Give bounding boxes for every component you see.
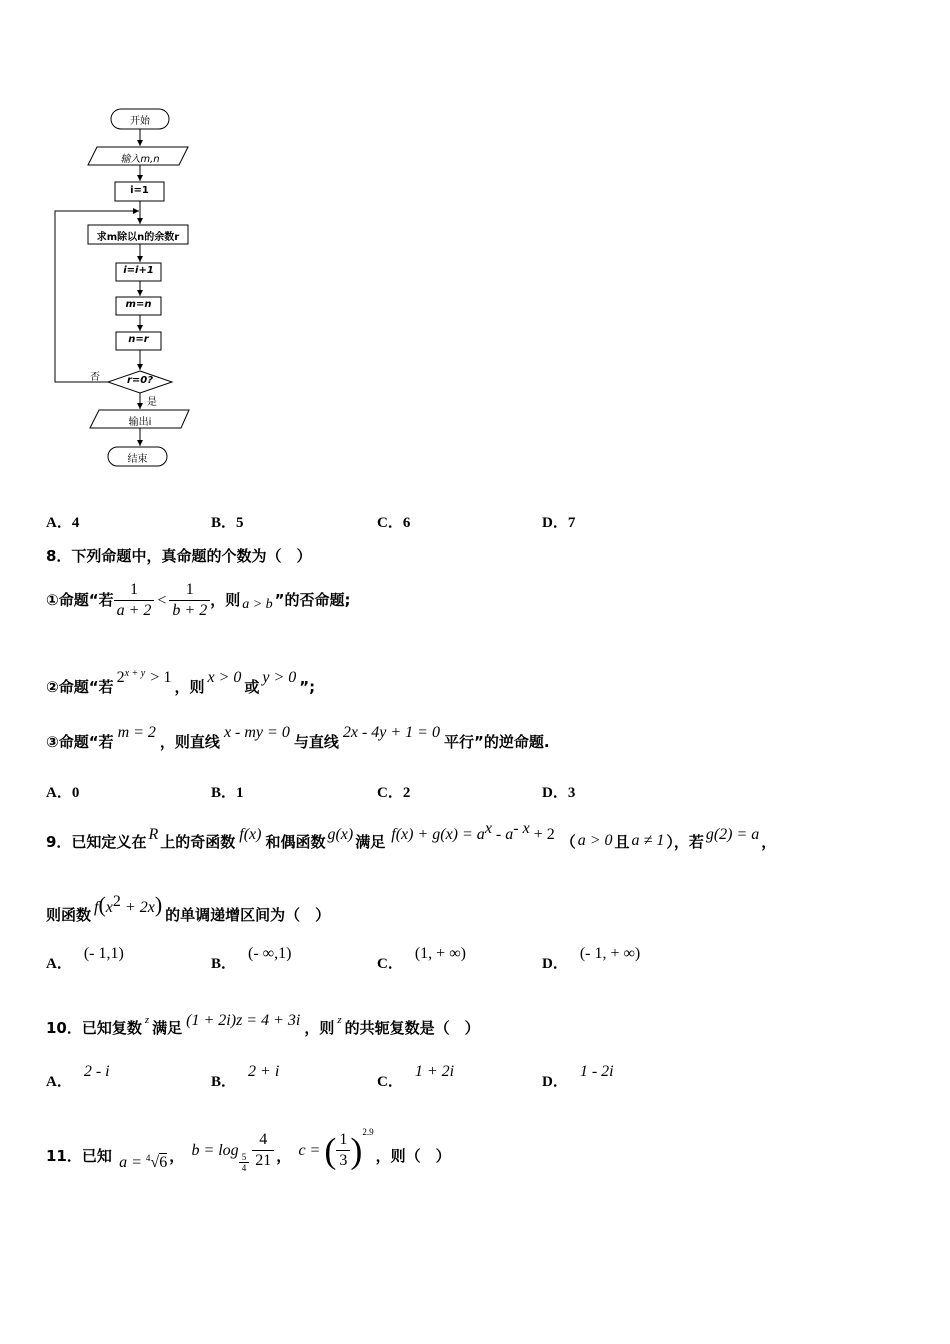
q7-option-c: C．6 [377, 515, 411, 531]
q11-stem [46, 1124, 451, 1180]
q8-option-a: A．0 [46, 785, 80, 801]
q9-R: R [148, 826, 159, 843]
q8-p2-exp: x + y [124, 668, 146, 679]
end-label: 结束 [127, 454, 148, 465]
flowchart [0, 0, 950, 480]
q8-p3-mid: ，则直线 [159, 733, 220, 751]
q11-c-expr [298, 1127, 374, 1171]
q8-p1-frac1 [114, 580, 155, 621]
q9-eq [391, 820, 555, 843]
q9-line2-a: 则函数 [46, 906, 92, 924]
increment-label: i=i+1 [123, 265, 154, 276]
assign-n-label: n=r [128, 334, 149, 345]
q9-fx: f(x) [239, 826, 262, 843]
q9-fn-arg: x [105, 899, 113, 916]
q9-option-d-label: D． [542, 956, 568, 972]
q10-option-a-value: 2 - i [83, 1063, 110, 1080]
q9-option-b-label: B． [211, 956, 237, 972]
q11-a-label: a = [119, 1154, 146, 1171]
q8-p2-base: 2 [116, 669, 125, 686]
q11-b-frac [252, 1130, 274, 1171]
q8-option-b: B．1 [211, 785, 244, 801]
q8-p3-line2: 2x - 4y + 1 = 0 [342, 724, 440, 741]
start-label: 开始 [130, 116, 150, 127]
condition-label: r=0? [126, 375, 154, 386]
q9-stem-line-2 [46, 890, 330, 936]
q8-proposition-3 [46, 722, 550, 763]
q9-cond2: a ≠ 1 [631, 832, 665, 849]
q9-cond-close: ），若 [666, 833, 704, 851]
q10-stem-c: ，则 [304, 1019, 335, 1037]
q10-stem [46, 1010, 480, 1048]
q9-option-a-value: (- 1,1) [83, 945, 124, 962]
q8-p1-suffix: ”的否命题; [274, 591, 351, 609]
q11-b-base-den: 4 [241, 1163, 247, 1173]
q8-stem: 8．下列命题中，真命题的个数为（ ） [46, 547, 312, 565]
q9-eq-end: + 2 [529, 826, 555, 843]
q11-b-den: 21 [255, 1152, 272, 1169]
q11-b-expr [191, 1131, 274, 1173]
q10-option-b-value: 2 + i [248, 1063, 280, 1080]
q9-fn-arg-exp: 2 [112, 893, 121, 910]
yes-label: 是 [147, 397, 157, 408]
q11-b-base [239, 1152, 250, 1173]
q10-stem-a: 10．已知复数 [46, 1019, 142, 1037]
q10-option-c [377, 1064, 454, 1100]
q9-g2: g(2) = a [705, 826, 760, 843]
q10-stem-b: 满足 [152, 1019, 183, 1037]
q10-z2: z [337, 1014, 342, 1026]
q10-eq: (1 + 2i)z = 4 + 3i [186, 1012, 301, 1029]
q7-option-d: D．7 [542, 515, 576, 531]
q11-b-label: b = log [191, 1142, 239, 1159]
init-label: i=1 [130, 185, 149, 196]
q8-option-c: C．2 [377, 785, 411, 801]
output-label: 输出i [128, 417, 152, 428]
q11-c-rparen: ) [350, 1130, 363, 1171]
q9-cond1: a > 0 [577, 832, 613, 849]
q8-p3-prefix: ③命题“若 [46, 733, 114, 751]
q11-sep2: ， [276, 1147, 292, 1165]
q11-sep1: ， [169, 1147, 185, 1165]
q10-stem-d: 的共轭复数是（ ） [344, 1019, 480, 1037]
remainder-label: 求m除以n的余数r [96, 232, 180, 243]
q8-p1-lt: < [157, 592, 167, 609]
q9-fn: f [94, 899, 99, 916]
q7-option-b: B．5 [211, 515, 244, 531]
q8-p2-c2: y > 0 [262, 669, 297, 686]
q9-cond-open: （ [560, 833, 576, 851]
q11-a-index: 4 [145, 1153, 151, 1163]
q10-option-c-label: C． [377, 1074, 403, 1090]
assign-m-label: m=n [125, 299, 152, 310]
q11-c-frac [336, 1130, 350, 1171]
q9-gx: g(x) [327, 826, 354, 843]
q9-option-d [542, 946, 640, 982]
q11-c-lparen: ( [324, 1130, 337, 1171]
q9-option-c-value: (1, + ∞) [414, 945, 466, 962]
q9-option-d-value: (- 1, + ∞) [579, 945, 641, 962]
q9-stem-a: 9．已知定义在 [46, 833, 147, 851]
q11-c-label: c = [298, 1142, 325, 1159]
q10-option-b-label: B． [211, 1074, 237, 1090]
q9-comma: ， [761, 833, 777, 851]
input-label: 输入m,n [120, 154, 160, 165]
q8-p1-frac1-num: 1 [114, 580, 155, 601]
q8-p3-suffix: 平行”的逆命题. [443, 733, 550, 751]
q9-eq-mid: - a [491, 826, 514, 843]
q11-c-exp: 2.9 [362, 1127, 374, 1137]
q9-option-a [46, 946, 124, 982]
q8-p2-expr [117, 668, 172, 686]
q10-option-b [211, 1064, 279, 1100]
q11-c-den: 3 [339, 1152, 348, 1169]
q8-p2-mid: ，则 [174, 678, 205, 696]
q11-b-num: 4 [252, 1130, 274, 1151]
q9-option-c-label: C． [377, 956, 403, 972]
q9-eq-main: f(x) + g(x) = a [391, 826, 485, 843]
q11-a-radicand: 6 [159, 1154, 168, 1171]
q8-p1-frac2 [169, 580, 210, 621]
q9-option-b-value: (- ∞,1) [248, 945, 292, 962]
q9-stem-line-1 [46, 817, 776, 863]
q8-p1-frac2-den: b + 2 [172, 602, 208, 619]
q9-fn-lparen: ( [98, 892, 106, 917]
q8-p1-mid: ，则 [210, 591, 241, 609]
q10-option-d-value: 1 - 2i [579, 1063, 614, 1080]
q8-p2-suffix: ”; [299, 678, 316, 696]
q8-p2-prefix: ②命题“若 [46, 678, 114, 696]
q8-p1-cond: a > b [242, 597, 273, 612]
q10-z: z [144, 1014, 150, 1026]
q8-p1-frac1-den: a + 2 [116, 602, 152, 619]
q9-fn-rparen: ) [154, 892, 163, 917]
q8-proposition-2 [46, 664, 315, 708]
q8-p1-prefix: ①命题“若 [46, 591, 114, 609]
no-label: 否 [90, 372, 100, 383]
q8-option-d: D．3 [542, 785, 576, 801]
q11-stem-b: ，则（ ） [375, 1147, 451, 1165]
q10-option-d [542, 1064, 614, 1100]
q9-line2-b: 的单调递增区间为（ ） [165, 906, 331, 924]
q7-option-a: A．4 [46, 515, 80, 531]
q10-option-a-label: A． [46, 1074, 72, 1090]
q11-stem-a: 11．已知 [46, 1147, 112, 1165]
q9-eq-exp1: x [484, 820, 492, 837]
q11-a-expr [119, 1153, 167, 1171]
q9-fn-arg-rest: + 2x [120, 899, 155, 916]
q9-stem-d: 满足 [355, 833, 386, 851]
q9-eq-exp2: - x [513, 820, 530, 837]
q8-proposition-1 [46, 578, 351, 624]
q10-option-a [46, 1064, 110, 1100]
q9-stem-c: 和偶函数 [265, 833, 326, 851]
q8-p1-frac2-num: 1 [169, 580, 210, 601]
q8-p3-with: 与直线 [293, 733, 339, 751]
q9-fn-expr [94, 892, 163, 917]
q9-option-c [377, 946, 466, 982]
q8-p3-cond: m = 2 [117, 724, 156, 741]
q8-p3-line1: x - my = 0 [223, 724, 290, 741]
q9-cond-and: 且 [614, 833, 630, 851]
q10-option-c-value: 1 + 2i [414, 1063, 455, 1080]
q8-p2-rest: > 1 [150, 669, 172, 686]
q11-c-num: 1 [336, 1130, 350, 1151]
q8-p2-c1: x > 0 [207, 669, 242, 686]
q9-option-b [211, 946, 291, 982]
q9-option-a-label: A． [46, 956, 72, 972]
q10-option-d-label: D． [542, 1074, 568, 1090]
q8-p2-or: 或 [244, 678, 260, 696]
q9-stem-b: 上的奇函数 [160, 833, 236, 851]
q11-b-base-num: 5 [239, 1152, 250, 1163]
q11-radical: √ [150, 1154, 160, 1171]
